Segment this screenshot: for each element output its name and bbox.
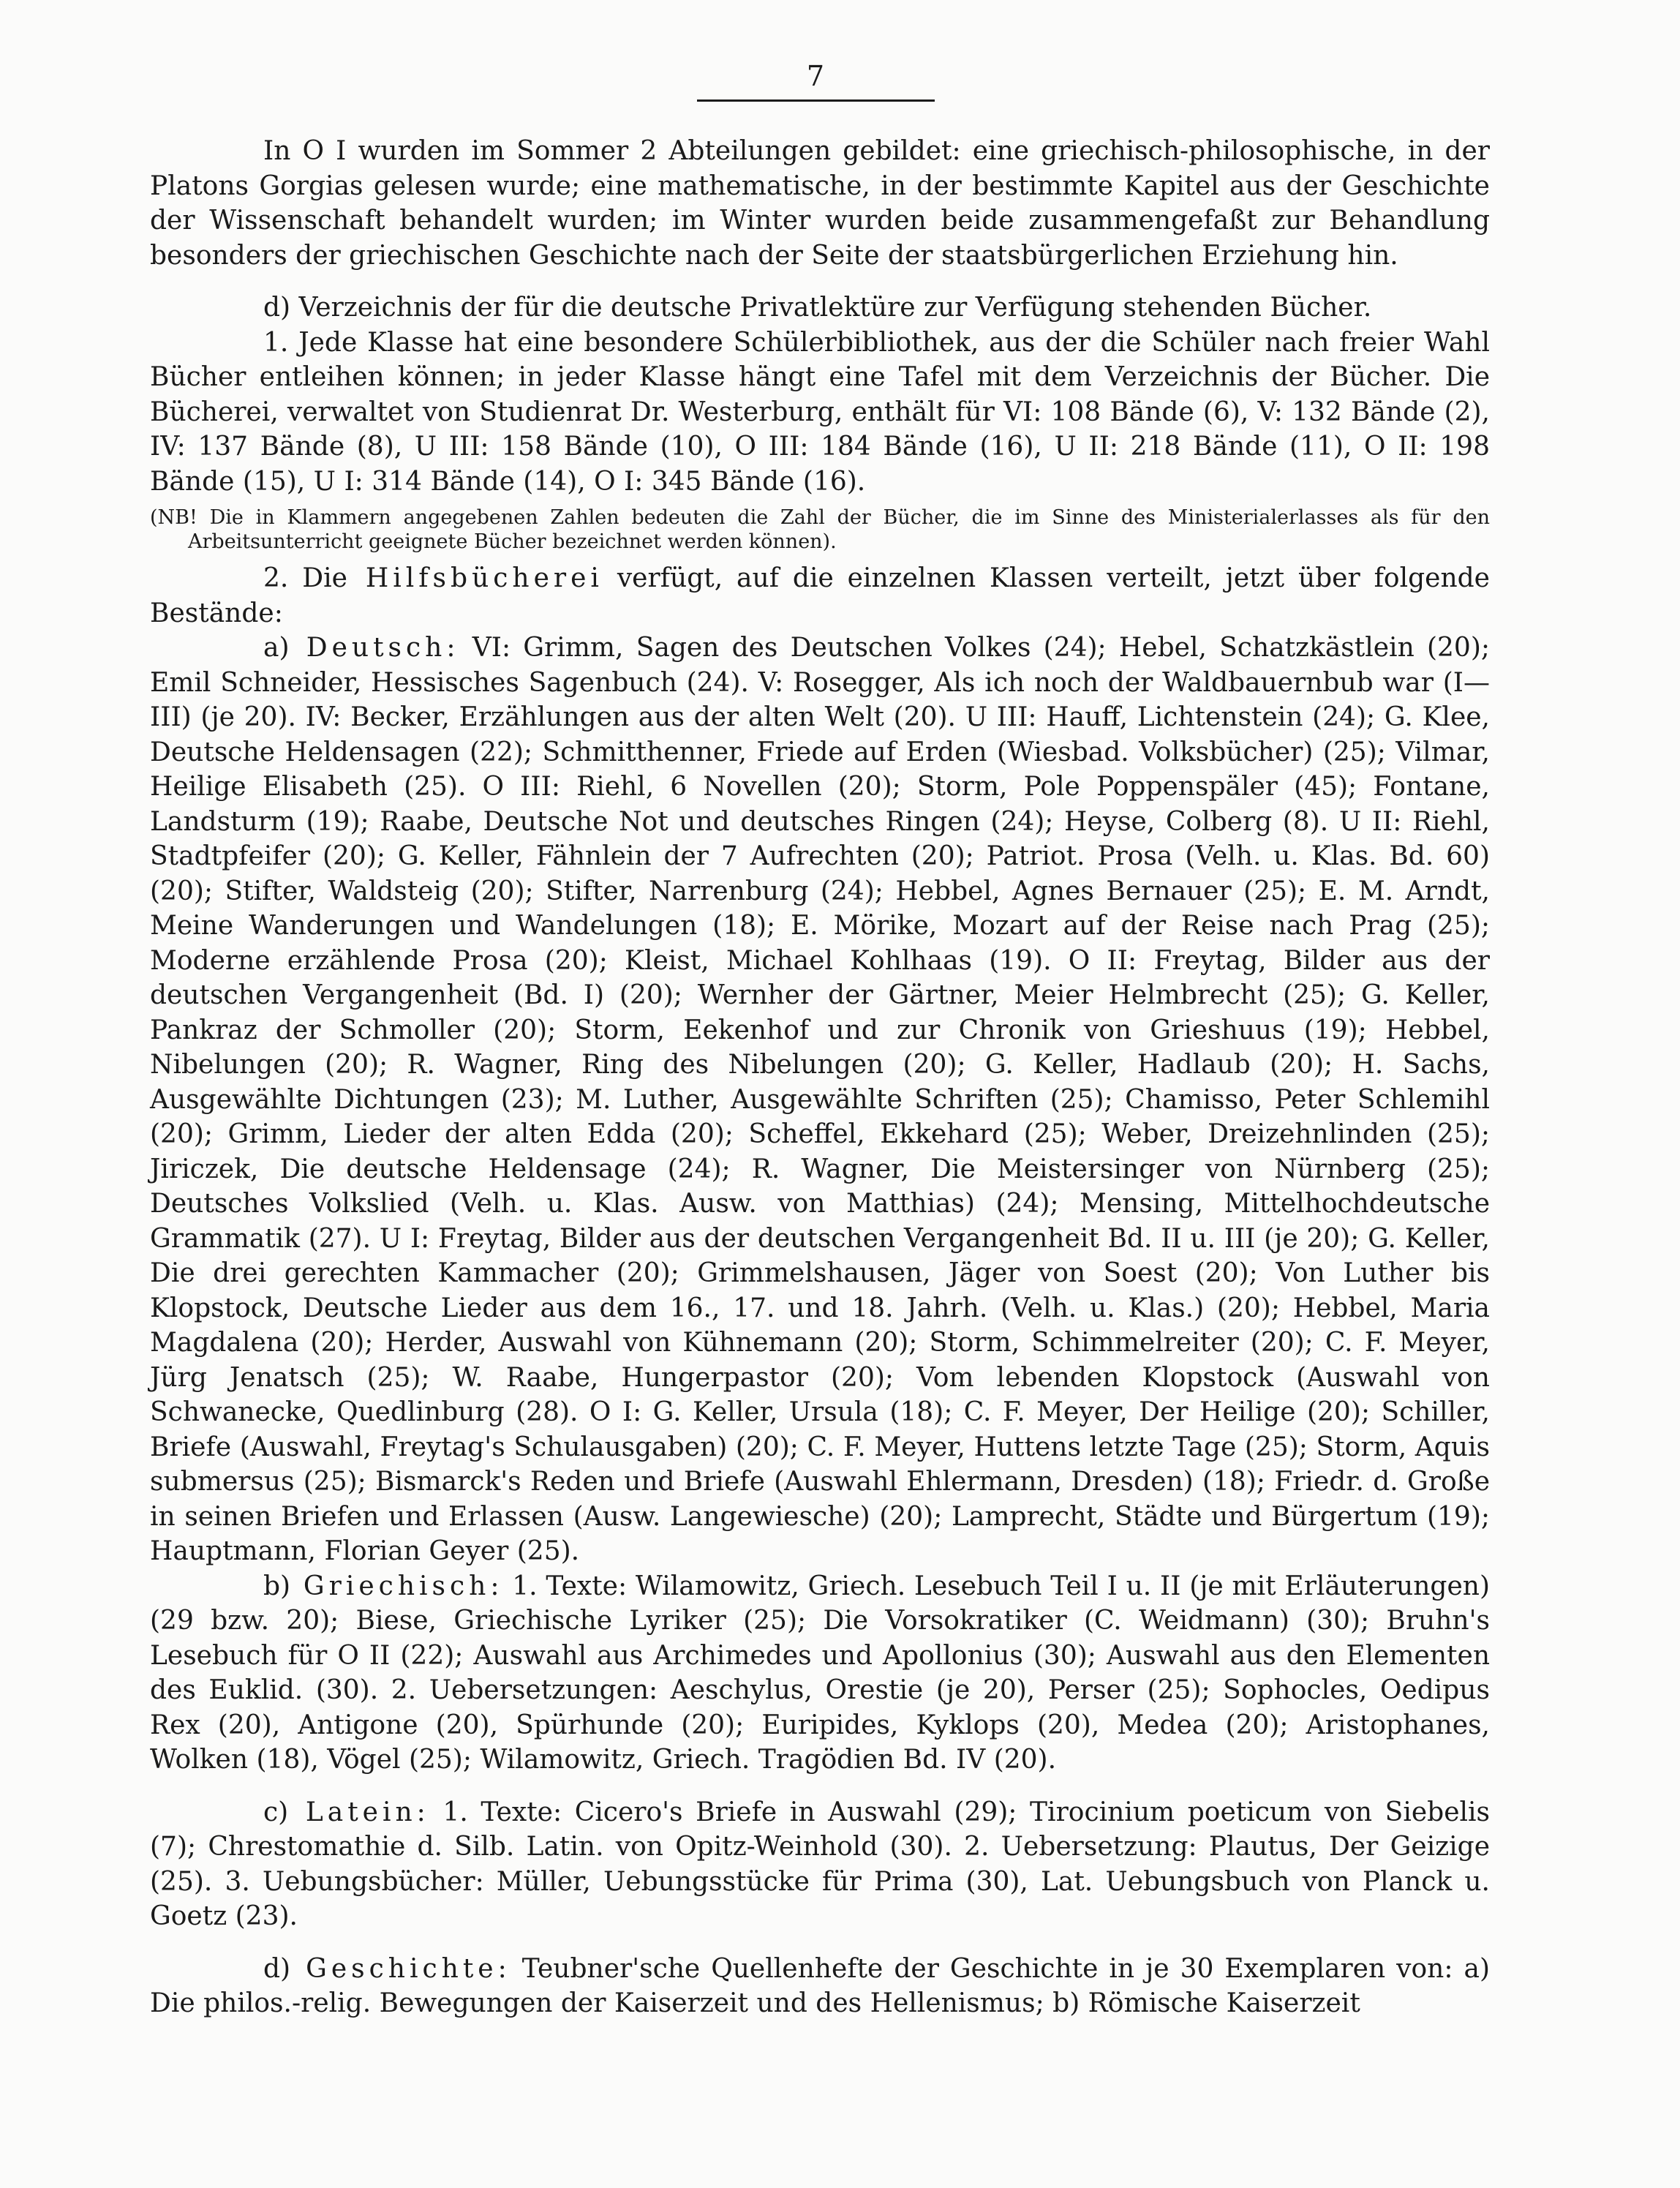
spaced-term-geschichte: Geschichte: [290, 1953, 511, 1984]
paragraph-body: 1. Texte: Cicero's Briefe in Auswahl (29); Tirocinium poeticum von Siebelis (7); Chrestomathie d. Silb. Latin. von Opitz-Weinhold (30). 2. Uebersetzung: Plautus, Der Geizige (25). 3. Uebungsbücher: Müller, Uebungsstücke für Prima (30), Lat. Uebungsbuch von Planck u. Goetz (23). [150, 1797, 1490, 1931]
paragraph-griechisch [150, 1569, 1490, 1778]
page-number: 7 [806, 60, 825, 92]
paragraph-lead: a) [263, 633, 290, 663]
spaced-term-griechisch: Griechisch: [290, 1571, 504, 1601]
page-number-rule [697, 99, 935, 102]
paragraph-latein [150, 1795, 1490, 1934]
paragraph-body: Teubner'sche Quellenhefte der Geschichte in je 30 Exemplaren von: a) Die philos.-relig. Bewegungen der Kaiserzeit und des Hellenismus; b) Römische Kaiserzeit [150, 1953, 1490, 2018]
paragraph-oi-abteilungen: In O I wurden im Sommer 2 Abteilungen gebildet: eine griechisch-philosophische, in der Platons Gorgias gelesen wurde; eine mathematische, in der bestimmte Kapitel aus der Geschichte der Wissenschaft behandelt wurden; im Winter wurden beide zusammengefaßt zur Behandlung besonders der griechischen Geschichte nach der Seite der staatsbürgerlichen Erziehung hin. [150, 136, 1490, 271]
paragraph-body: VI: Grimm, Sagen des Deutschen Volkes (24); Hebel, Schatzkästlein (20); Emil Schneider, Hessisches Sagenbuch (24). V: Rosegger, Als ich noch der Waldbauernbub war (I—III) (je 20). IV: Becker, Erzählungen aus der alten Welt (20). U III: Hauff, Lichtenstein (24); G. Klee, Deutsche Heldensagen (22); Schmitthenner, Friede auf Erden (Wiesbad. Volksbücher) (25); Vilmar, Heilige Elisabeth (25). O III: Riehl, 6 Novellen (20); Storm, Pole Poppenspäler (45); Fontane, Landsturm (19); Raabe, Deutsche Not und deutsches Ringen (24); Heyse, Colberg (8). U II: Riehl, Stadtpfeifer (20); G. Keller, Fähnlein der 7 Aufrechten (20); Patriot. Prosa (Velh. u. Klas. Bd. 60) (20); Stifter, Waldsteig (20); Stifter, Narrenburg (24); Hebbel, Agnes Bernauer (25); E. M. Arndt, Meine Wanderungen und Wandelungen (18); E. Mörike, Mozart auf der Reise nach Prag (25); Moderne erzählende Prosa (20); Kleist, Michael Kohlhaas (19). O II: Freytag, Bilder aus der deutschen Vergangenheit (Bd. I) (20); Wernher der Gärtner, Meier Helmbrecht (25); G. Keller, Pankraz der Schmoller (20); Storm, Eekenhof und zur Chronik von Grieshuus (19); Hebbel, Nibelungen (20); R. Wagner, Ring des Nibelungen (20); G. Keller, Hadlaub (20); H. Sachs, Ausgewählte Dichtungen (23); M. Luther, Ausgewählte Schriften (25); Chamisso, Peter Schlemihl (20); Grimm, Lieder der alten Edda (20); Scheffel, Ekkehard (25); Weber, Dreizehnlinden (25); Jiriczek, Die deutsche Heldensage (24); R. Wagner, Die Meistersinger von Nürnberg (25); Deutsches Volkslied (Velh. u. Klas. Ausw. von Matthias) (24); Mensing, Mittelhochdeutsche Grammatik (27). U I: Freytag, Bilder aus der deutschen Vergangenheit Bd. II u. III (je 20); G. Keller, Die drei gerechten Kammacher (20); Grimmelshausen, Jäger von Soest (20); Von Luther bis Klopstock, Deutsche Lieder aus dem 16., 17. und 18. Jahrh. (Velh. u. Klas.) (20); Hebbel, Maria Magdalena (20); Herder, Auswahl von Kühnemann (20); Storm, Schimmelreiter (20); C. F. Meyer, Jürg Jenatsch (25); W. Raabe, Hungerpastor (20); Vom lebenden Klopstock (Auswahl von Schwanecke, Quedlinburg (28). O I: G. Keller, Ursula (18); C. F. Meyer, Der Heilige (20); Schiller, Briefe (Auswahl, Freytag's Schulausgaben) (20); C. F. Meyer, Huttens letzte Tage (25); Storm, Aquis submersus (25); Bismarck's Reden und Briefe (Auswahl Ehlermann, Dresden) (18); Friedr. d. Große in seinen Briefen und Erlassen (Ausw. Langewiesche) (20); Lamprecht, Städte und Bürgertum (19); Hauptmann, Florian Geyer (25). [150, 633, 1491, 1566]
spaced-term-deutsch: Deutsch: [289, 633, 460, 663]
section-heading-privatlektuere: d) Verzeichnis der für die deutsche Privatlektüre zur Verfügung stehenden Bücher. [263, 293, 1372, 323]
paragraph-lead: d) [263, 1953, 291, 1984]
paragraph-lead: 2. Die [263, 563, 347, 593]
paragraph-lead: c) [263, 1797, 289, 1827]
spaced-term-hilfsbuecherei: Hilfsbücherei [347, 563, 603, 593]
paragraph-geschichte [150, 1952, 1490, 2021]
paragraph-body: verfügt, auf die einzelnen Klassen verteilt, jetzt über folgende Bestände: [150, 563, 1490, 628]
paragraph-deutsch [150, 631, 1490, 1569]
paragraph-hilfsbuecherei [150, 561, 1490, 631]
paragraph-body: 1. Texte: Wilamowitz, Griech. Lesebuch Teil I u. II (je mit Erläuterungen) (29 bzw. 20); Biese, Griechische Lyriker (25); Die Vorsokratiker (C. Weidmann) (30); Bruhn's Lesebuch für O II (22); Auswahl aus Archimedes und Apollonius (30); Auswahl aus den Elementen des Euklid. (30). 2. Uebersetzungen: Aeschylus, Orestie (je 20), Perser (25); Sophocles, Oedipus Rex (20), Antigone (20), Spürhunde (20); Euripides, Kyklops (20), Medea (20); Aristophanes, Wolken (18), Vögel (25); Wilamowitz, Griech. Tragödien Bd. IV (20). [150, 1571, 1491, 1775]
spaced-term-latein: Latein: [288, 1797, 430, 1827]
paragraph-schuelerbibliothek: 1. Jede Klasse hat eine besondere Schülerbibliothek, aus der die Schüler nach freier Wahl Bücher entleihen können; in jeder Klasse hängt eine Tafel mit dem Verzeichnis der Bücher. Die Bücherei, verwaltet von Studienrat Dr. Westerburg, enthält für VI: 108 Bände (6), V: 132 Bände (2), IV: 137 Bände (8), U III: 158 Bände (10), O III: 184 Bände (16), U II: 218 Bände (11), O II: 198 Bände (15), U I: 314 Bände (14), O I: 345 Bände (16). [150, 327, 1490, 497]
footnote-nb: (NB! Die in Klammern angegebenen Zahlen bedeuten die Zahl der Bücher, die im Sinne des Ministerialerlasses als für den Arbeitsunterricht geeignete Bücher bezeichnet werden können). [150, 506, 1490, 553]
body-text [150, 134, 1490, 2021]
paragraph-lead: b) [263, 1571, 291, 1601]
